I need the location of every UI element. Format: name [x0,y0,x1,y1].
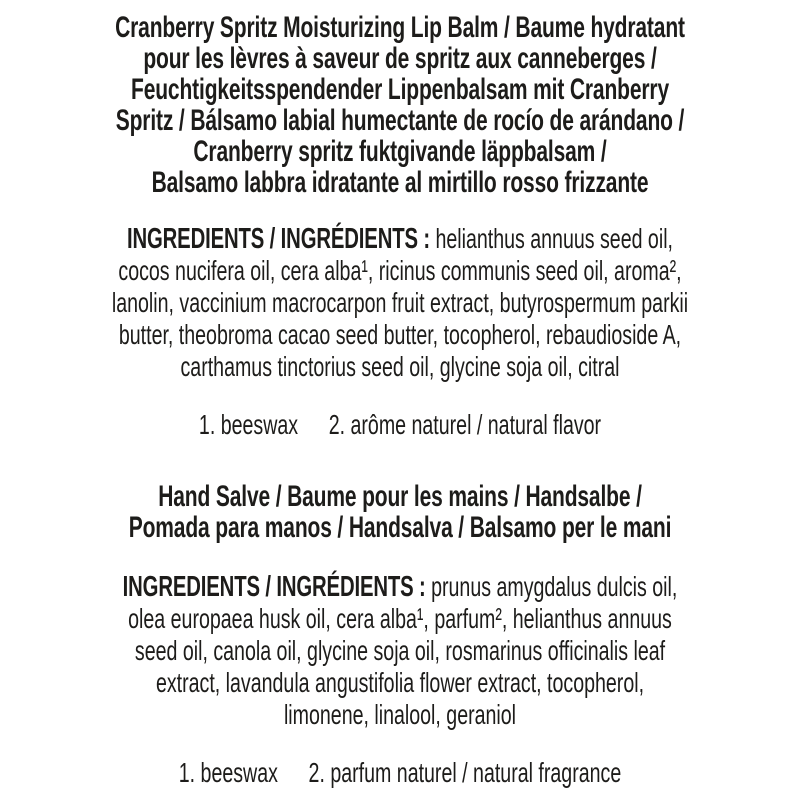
ingredients-line: seed oil, canola oil, glycine soja oil, rosmarinus officinalis leaf [134,635,666,666]
hand-salve-footnotes [0,757,800,789]
title-line: Feuchtigkeitsspendender Lippenbalsam mit Cranberry [131,73,669,106]
ingredients-intro: helianthus annuus seed oil, [435,223,673,254]
ingredients-label: INGREDIENTS / INGRÉDIENTS : [126,223,430,255]
ingredients-line: lanolin, vaccinium macrocarpon fruit extract, butyrospermum parkii [111,287,689,318]
title-line: Hand Salve / Baume pour les mains / Handsalbe / [158,480,642,513]
ingredients-label: INGREDIENTS / INGRÉDIENTS : [122,571,426,603]
title-line: Balsamo labbra idratante al mirtillo rosso frizzante [151,166,649,199]
ingredients-line [0,571,800,603]
ingredients-intro: prunus amygdalus dulcis oil, [431,571,678,602]
lip-balm-ingredients [0,223,800,383]
ingredients-line: olea europaea husk oil, cera alba¹, parfum², helianthus annuus [128,603,672,634]
lip-balm-product-title [0,12,800,198]
footnote-beeswax: 1. beeswax [198,409,299,440]
title-line: pour les lèvres à saveur de spritz aux canneberges / [143,42,657,75]
footnote-natural-fragrance: 2. parfum naturel / natural fragrance [308,757,622,788]
hand-salve-ingredients [0,571,800,731]
title-line: Cranberry spritz fuktgivande läppbalsam / [193,135,607,168]
ingredients-line: extract, lavandula angustifolia flower extract, tocopherol, [155,667,645,698]
hand-salve-product-title [0,481,800,543]
ingredients-line: butter, theobroma cacao seed butter, tocopherol, rebaudioside A, [118,319,682,350]
ingredients-line: cocos nucifera oil, cera alba¹, ricinus communis seed oil, aroma², [118,255,682,286]
footnote-beeswax: 1. beeswax [178,757,278,788]
lip-balm-footnotes [0,409,800,441]
ingredients-line: carthamus tinctorius seed oil, glycine soja oil, citral [180,351,620,382]
title-line: Pomada para manos / Handsalva / Balsamo per le mani [128,511,672,544]
title-line: Cranberry Spritz Moisturizing Lip Balm / Baume hydratant [115,11,685,44]
title-line: Spritz / Bálsamo labial humectante de rocío de arándano / [115,104,685,137]
footnote-natural-flavor: 2. arôme naturel / natural flavor [328,409,602,440]
ingredients-line: limonene, linalool, geraniol [283,699,517,730]
ingredients-line [0,223,800,255]
